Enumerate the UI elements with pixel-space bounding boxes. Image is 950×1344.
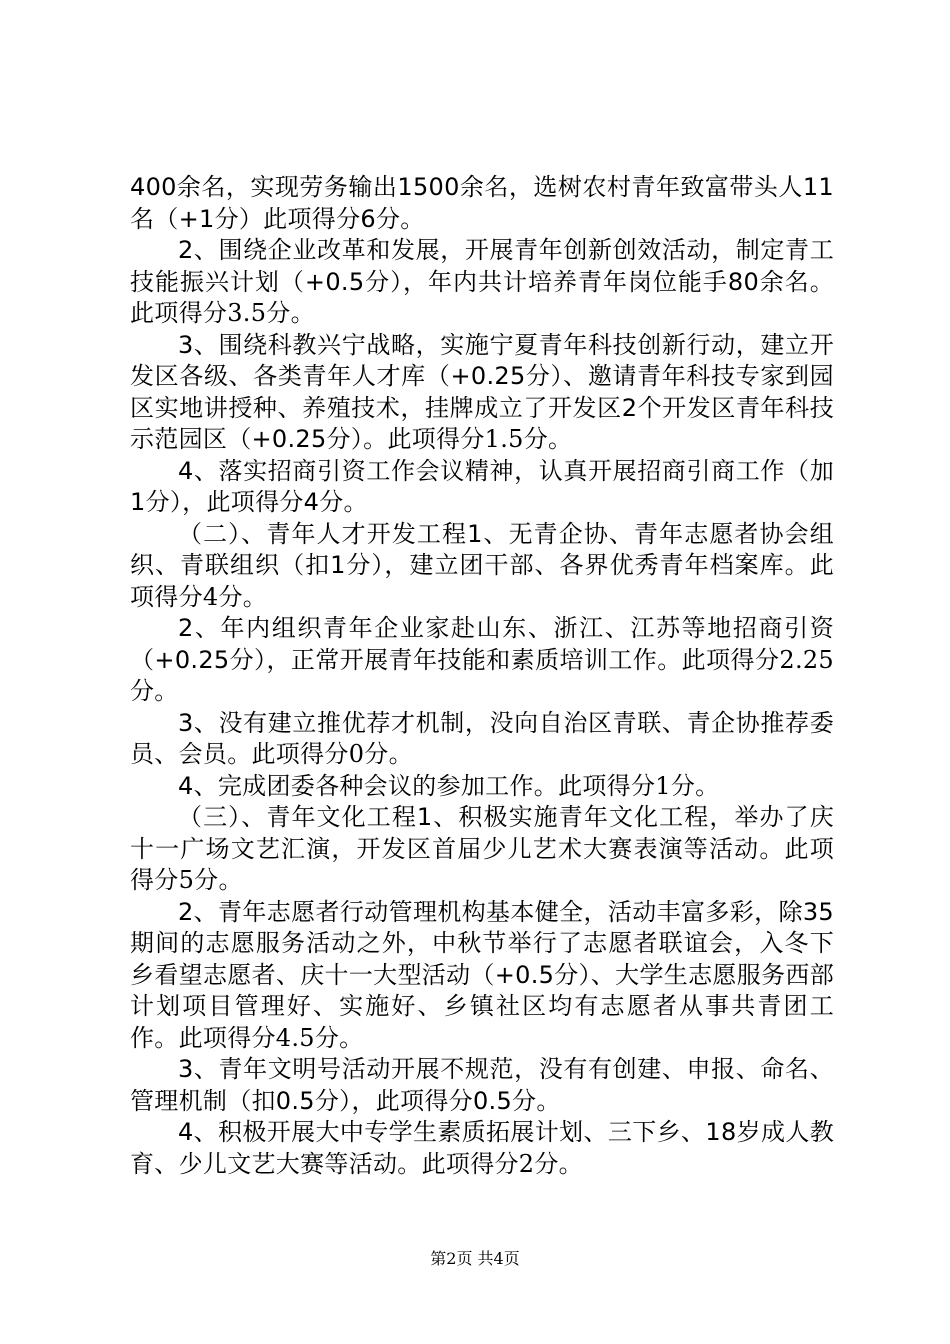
- paragraph-text: 3、青年文明号活动开展不规范，没有有创建、申报、命名、管理机制（扣0.5分），此项得分0.5分。: [130, 1055, 834, 1115]
- paragraph: [130, 613, 834, 708]
- document-body: [130, 172, 834, 1180]
- paragraph: [130, 708, 834, 771]
- paragraph-text: 4、积极开展大中专学生素质拓展计划、三下乡、18岁成人教育、少儿文艺大赛等活动。: [130, 1118, 834, 1178]
- paragraph-score: 此项得分4.5分。: [178, 1023, 364, 1052]
- paragraph: [130, 1117, 834, 1180]
- paragraph-text: 400余名，实现劳务输出1500余名，选树农村青年致富带头人11名（+1分）此项得分6分。: [130, 173, 834, 233]
- paragraph-text: 3、没有建立推优荐才机制，没向自治区青联、青企协推荐委员、会员。: [130, 708, 834, 768]
- paragraph-text: （三）、青年文化工程1、积极实施青年文化工程，举办了庆十一广场文艺汇演，开发区首届少儿艺术大赛表演等活动。: [130, 803, 834, 863]
- paragraph: [130, 172, 834, 235]
- paragraph-text: 4、完成团委各种会议的参加工作。: [178, 771, 559, 800]
- paragraph-score: 此项得分3.5分。: [130, 299, 315, 327]
- paragraph: [130, 519, 834, 614]
- paragraph-text: 3、围绕科教兴宁战略，实施宁夏青年科技创新行动，建立开发区各级、各类青年人才库（+0.25分）、邀请青年科技专家到园区实地讲授种、养殖技术，挂牌成立了开发区2个开发区青年科技示范园区（+0.25分）。: [130, 330, 834, 453]
- paragraph: [130, 802, 834, 897]
- paragraph-score: 此项得分2分。: [421, 1149, 583, 1178]
- paragraph-text: 2、围绕企业改革和发展，开展青年创新创效活动，制定青工技能振兴计划（+0.5分），年内共计培养青年岗位能手80余名。: [130, 236, 834, 296]
- paragraph-text: 2、年内组织青年企业家赴山东、浙江、江苏等地招商引资（+0.25分），正常开展青年技能和素质培训工作。: [130, 614, 834, 674]
- paragraph-text: 4、落实招商引资工作会议精神，认真开展招商引商工作（加1分），此项得分4分。: [130, 456, 834, 516]
- page-footer: [0, 1246, 950, 1269]
- paragraph-score: 此项得分1分。: [558, 771, 720, 800]
- paragraph: [130, 1054, 834, 1117]
- paragraph: [130, 456, 834, 519]
- paragraph-score: 此项得分4分。: [130, 551, 834, 611]
- paragraph-score: 此项得分5分。: [130, 834, 834, 894]
- paragraph-score: 此项得分0分。: [251, 740, 413, 768]
- paragraph: [130, 235, 834, 330]
- paragraph-score: 此项得分2.25分。: [130, 645, 835, 705]
- paragraph-text: （二）、青年人才开发工程1、无青企协、青年志愿者协会组织、青联组织（扣1分），建立团干部、各界优秀青年档案库。: [130, 519, 834, 579]
- paragraph-score: 此项得分1.5分。: [387, 425, 573, 453]
- page-number: 第2页 共4页: [430, 1249, 520, 1268]
- paragraph: [130, 330, 834, 456]
- paragraph: [130, 897, 834, 1055]
- paragraph-text: 2、青年志愿者行动管理机构基本健全，活动丰富多彩，除35期间的志愿服务活动之外，中秋节举行了志愿者联谊会，入冬下乡看望志愿者、庆十一大型活动（+0.5分）、大学生志愿服务西部计划项目管理好、实施好、乡镇社区均有志愿者从事共青团工作。: [130, 897, 834, 1052]
- paragraph: [130, 771, 834, 803]
